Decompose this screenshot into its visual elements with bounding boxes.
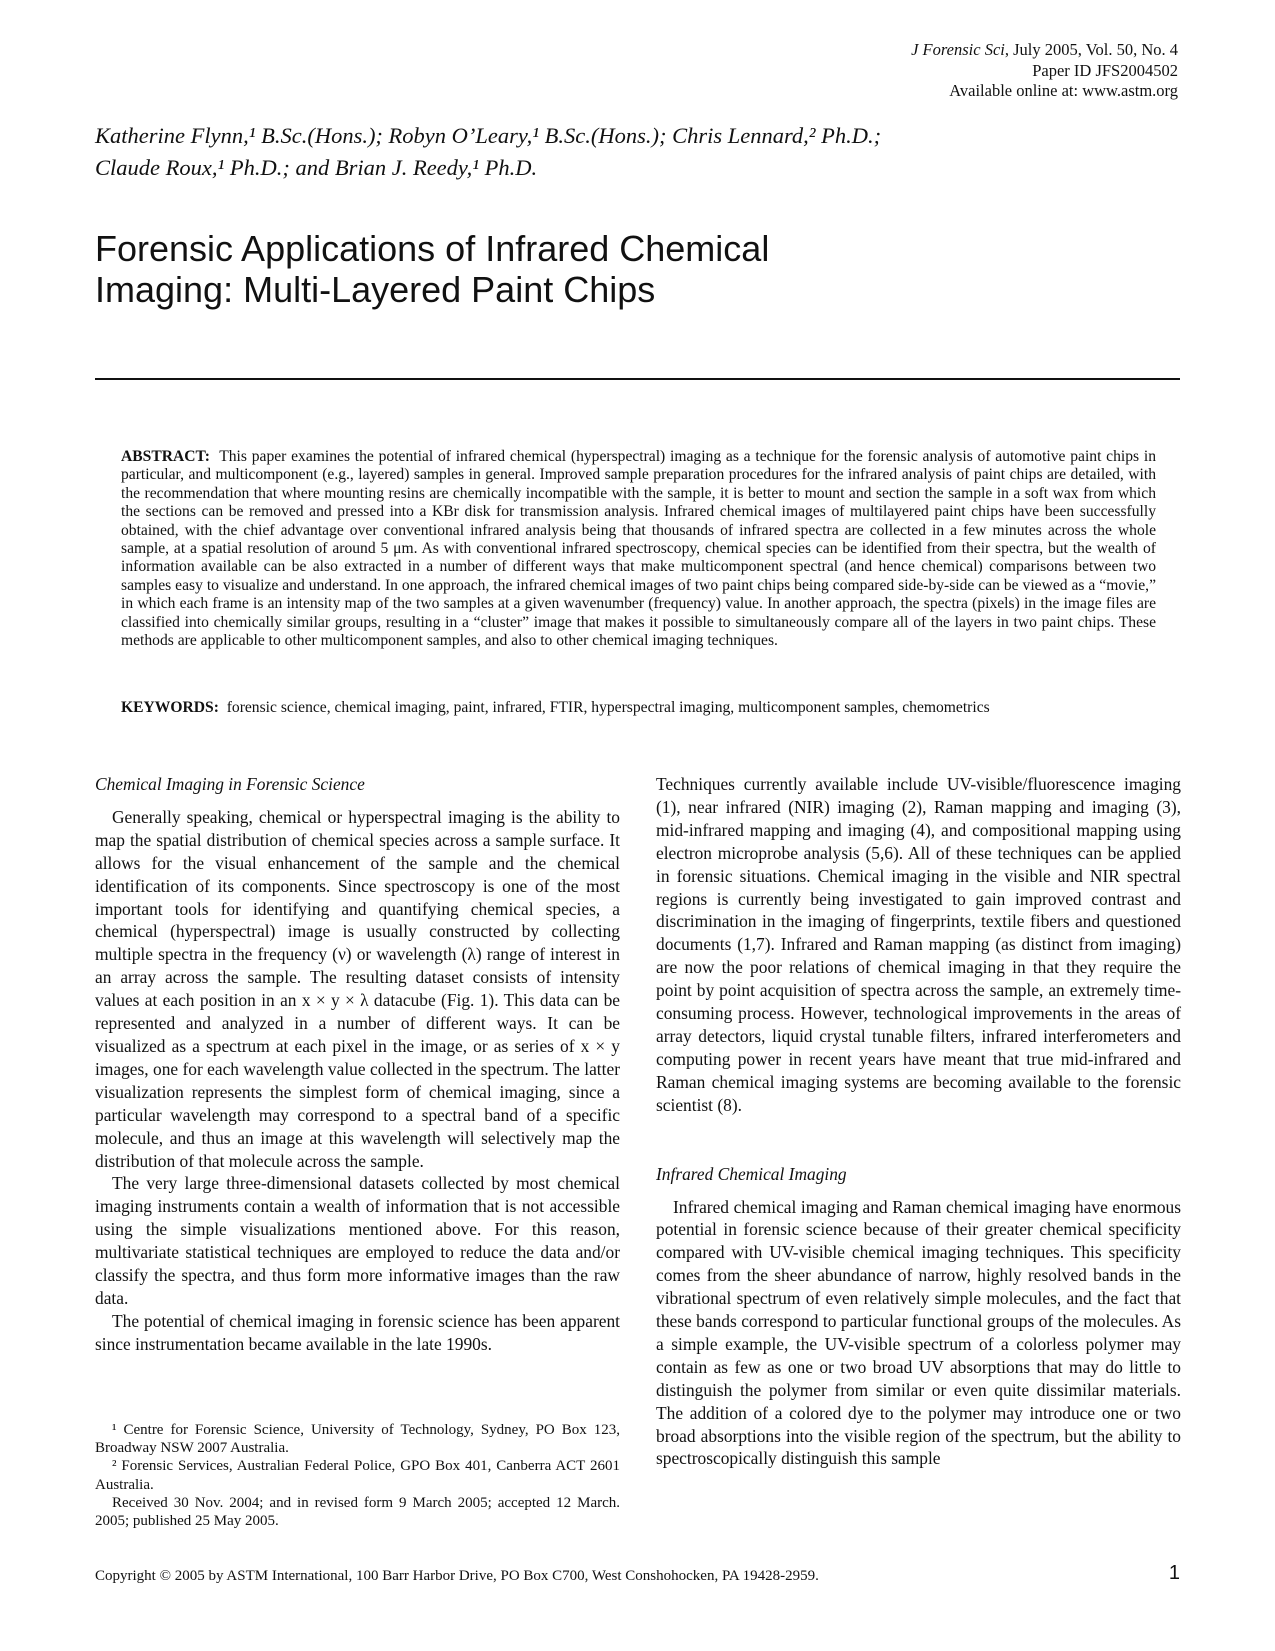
title-divider <box>95 378 1180 380</box>
footnote: ² Forensic Services, Australian Federal Police, GPO Box 401, Canberra ACT 2601 Australia. <box>95 1458 620 1493</box>
copyright-notice: Copyright © 2005 by ASTM International, 100 Barr Harbor Drive, PO Box C700, West Conshohocken, PA 19428-2959. <box>95 1568 819 1584</box>
journal-header <box>911 40 1178 102</box>
authors-line-1: Katherine Flynn,¹ B.Sc.(Hons.); Robyn O’Leary,¹ B.Sc.(Hons.); Chris Lennard,² Ph.D.; <box>95 123 882 148</box>
footnotes <box>95 1421 620 1530</box>
keywords <box>121 699 1156 717</box>
title-line-1: Forensic Applications of Infrared Chemical <box>95 228 770 269</box>
abstract <box>121 448 1156 650</box>
keywords-text: forensic science, chemical imaging, paint, infrared, FTIR, hyperspectral imaging, multicomponent samples, chemometrics <box>226 699 990 716</box>
paragraph: The very large three-dimensional datasets collected by most chemical imaging instruments contain a wealth of information that is not accessible using the simple visualizations mentioned above. For this reason, multivariate statistical techniques are employed to reduce the data and/or classify the spectra, and thus form more informative images than the raw data. <box>95 1173 620 1308</box>
left-column <box>95 773 620 1356</box>
section-heading: Infrared Chemical Imaging <box>656 1163 847 1184</box>
page-number: 1 <box>1168 1562 1180 1584</box>
section-heading: Chemical Imaging in Forensic Science <box>95 774 365 794</box>
author-list <box>95 120 1095 184</box>
paper-title <box>95 228 995 310</box>
footnote: ¹ Centre for Forensic Science, University of Technology, Sydney, PO Box 123, Broadway NSW 2007 Australia. <box>95 1422 620 1457</box>
authors-line-2: Claude Roux,¹ Ph.D.; and Brian J. Reedy,¹ Ph.D. <box>95 155 538 180</box>
journal-name: J Forensic Sci <box>911 40 1005 59</box>
right-column <box>656 773 1181 1470</box>
abstract-label: ABSTRACT: <box>121 448 210 465</box>
paragraph: Generally speaking, chemical or hyperspectral imaging is the ability to map the spatial distribution of chemical species across a sample surface. It allows for the visual enhancement of the sample and the chemical identification of its components. Since spectroscopy is one of the most important tools for identifying and quantifying chemical species, a chemical (hyperspectral) image is usually constructed by collecting multiple spectra in the frequency (ν) or wavelength (λ) range of interest in an array across the sample. The resulting dataset consists of intensity values at each position in an x × y × λ datacube (Fig. 1). This data can be represented and analyzed in a number of different ways. It can be visualized as a spectrum at each pixel in the image, or as series of x × y images, one for each wavelength value collected in the spectrum. The latter visualization represents the simplest form of chemical imaging, since a particular wavelength may correspond to a spectral band of a specific molecule, and thus an image at this wavelength will selectively map the distribution of that molecule across the sample. <box>95 806 620 1171</box>
journal-citation <box>911 40 1178 61</box>
paragraph: Infrared chemical imaging and Raman chemical imaging have enormous potential in forensic science because of their greater chemical specificity compared with UV-visible chemical imaging techniques. This specificity comes from the sheer abundance of narrow, highly resolved bands in the vibrational spectrum of even relatively simple molecules, and the fact that these bands correspond to particular functional groups of the molecules. As a simple example, the UV-visible spectrum of a colorless polymer may contain as few as one or two broad UV absorptions that may do little to distinguish the polymer from similar or even quite dissimilar materials. The addition of a colored dye to the polymer may introduce one or two broad absorptions into the visible region of the spectrum, but the ability to spectroscopically distinguish this sample <box>656 1196 1181 1469</box>
paper-id: Paper ID JFS2004502 <box>1032 60 1178 80</box>
keywords-label: KEYWORDS: <box>121 699 219 716</box>
received-dates: Received 30 Nov. 2004; and in revised form 9 March 2005; accepted 12 March. 2005; published 25 May 2005. <box>95 1494 620 1530</box>
paragraph: Techniques currently available include UV-visible/fluorescence imaging (1), near infrared (NIR) imaging (2), Raman mapping and imaging (3), mid-infrared mapping and imaging (4), and compositional mapping using electron microprobe analysis (5,6). All of these techniques can be applied in forensic situations. Chemical imaging in the visible and NIR spectral regions is currently being investigated to gain improved contrast and discrimination in the imaging of fingerprints, textile fibers and questioned documents (1,7). Infrared and Raman mapping (as distinct from imaging) are now the poor relations of chemical imaging in that they require the point by point acquisition of spectra across the sample, an extremely time-consuming process. However, technological improvements in the areas of array detectors, liquid crystal tunable filters, infrared interferometers and computing power in recent years have meant that true mid-infrared and Raman chemical imaging systems are becoming available to the forensic scientist (8). <box>656 774 1181 1115</box>
available-online: Available online at: www.astm.org <box>949 81 1178 100</box>
journal-issue: , July 2005, Vol. 50, No. 4 <box>1004 40 1178 59</box>
abstract-text: This paper examines the potential of infrared chemical (hyperspectral) imaging as a technique for the forensic analysis of automotive paint chips in particular, and multicomponent (e.g., layered) samples in general. Improved sample preparation procedures for the infrared analysis of paint chips are detailed, with the recommendation that where mounting resins are chemically incompatible with the sample, it is better to mount and section the sample in a soft wax from which the sections can be removed and pressed into a KBr disk for transmission analysis. Infrared chemical images of multilayered paint chips have been successfully obtained, with the chief advantage over conventional infrared analysis being that thousands of infrared spectra are collected in a few minutes across the whole sample, at a spatial resolution of around 5 μm. As with conventional infrared spectroscopy, chemical species can be identified from their spectra, but the wealth of information available can be also extracted in a number of different ways that make multicomponent spectral (and hence chemical) comparisons between two samples easy to visualize and understand. In one approach, the infrared chemical images of two paint chips being compared side-by-side can be viewed as a “movie,” in which each frame is an intensity map of the two samples at a given wavenumber (frequency) value. In another approach, the spectra (pixels) in the image files are classified into chemically similar groups, resulting in a “cluster” image that makes it possible to simultaneously compare all of the layers in two paint chips. These methods are applicable to other multicomponent samples, and also to other chemical imaging techniques. <box>121 448 1156 650</box>
paragraph: The potential of chemical imaging in forensic science has been apparent since instrumentation became available in the late 1990s. <box>95 1310 620 1354</box>
title-line-2: Imaging: Multi-Layered Paint Chips <box>95 269 656 310</box>
